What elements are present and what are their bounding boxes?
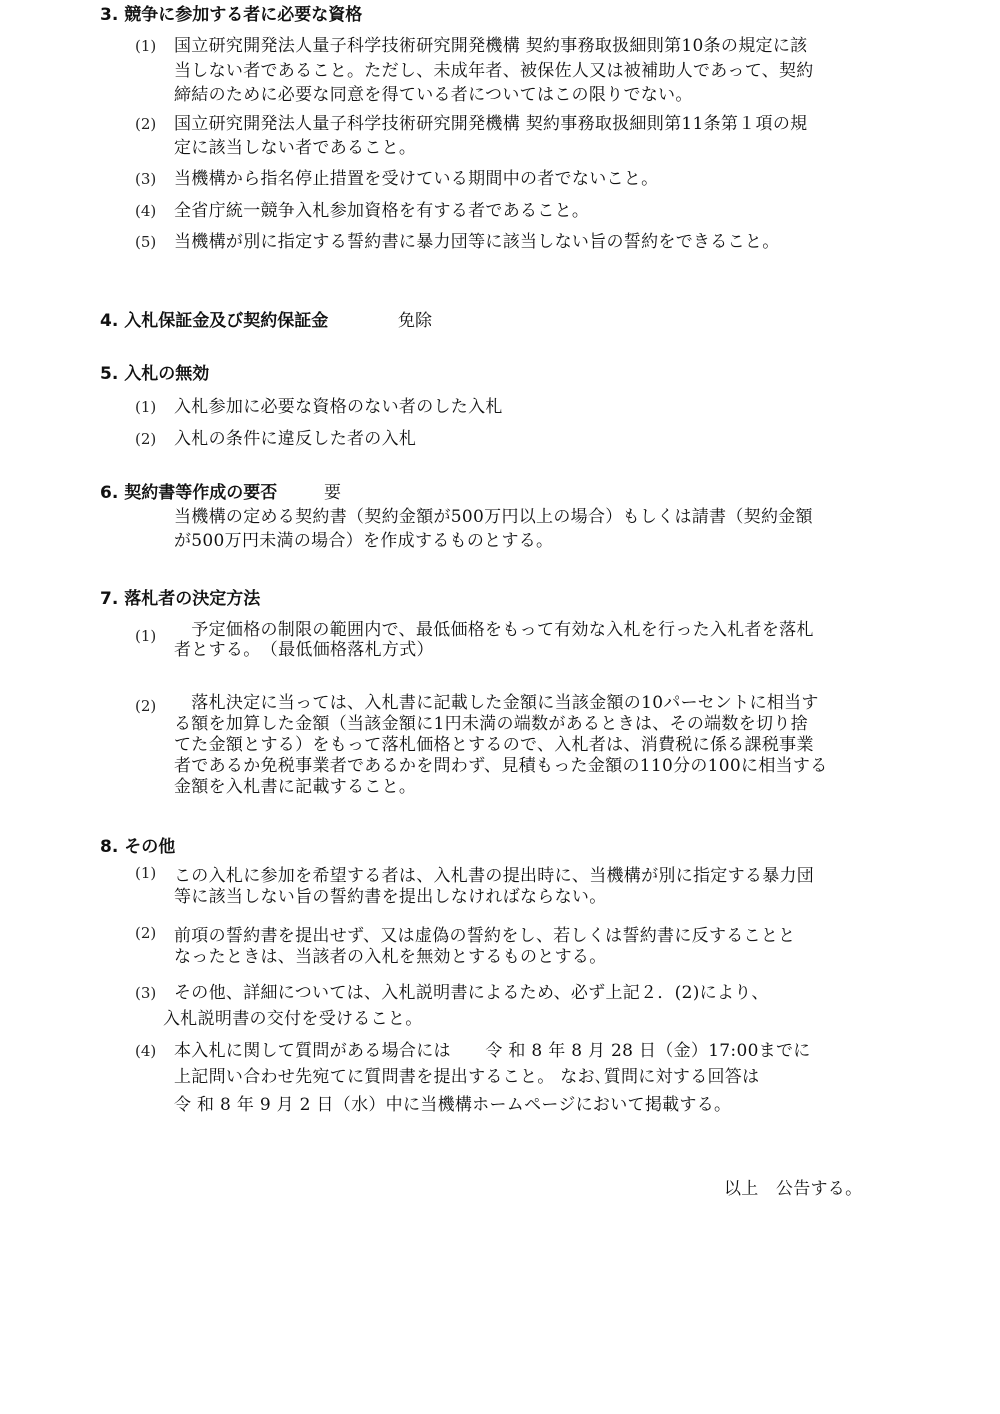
item-number: (4): [135, 202, 157, 220]
text-line: 入札説明書の交付を受けること。: [163, 1009, 423, 1029]
text-line: 入札参加に必要な資格のない者のした入札: [174, 397, 503, 417]
section-4-heading: 4. 入札保証金及び契約保証金: [100, 311, 329, 331]
item-number: (2): [135, 697, 157, 715]
item-number: (2): [135, 924, 157, 942]
text-line: 入札の条件に違反した者の入札: [174, 429, 417, 449]
item-number: (3): [135, 170, 157, 188]
item-number: (1): [135, 398, 157, 416]
section-4-value: 免除: [398, 311, 432, 331]
section-8-heading: 8. その他: [100, 837, 176, 857]
text-line: 定に該当しない者であること。: [174, 138, 417, 158]
text-line: 等に該当しない旨の誓約書を提出しなければならない。: [174, 887, 607, 907]
text-line: 上記問い合わせ先宛てに質問書を提出すること。 なお､質問に対する回答は: [174, 1067, 760, 1087]
section-6-heading: 6. 契約書等作成の要否: [100, 483, 278, 503]
text-line: 金額を入札書に記載すること。: [174, 777, 417, 797]
closing-text: 以上 公告する。: [724, 1179, 863, 1199]
text-line: 締結のために必要な同意を得ている者についてはこの限りでない。: [174, 85, 693, 105]
text-line: その他、詳細については、入札説明書によるため、必ず上記２．(2)により、: [174, 983, 769, 1003]
text-line: なったときは、当該者の入札を無効とするものとする。: [174, 947, 607, 967]
text-line: 者とする。 （最低価格落札方式）: [174, 640, 434, 660]
item-number: (2): [135, 430, 157, 448]
text-line: てた金額とする）をもって落札価格とするので、入札者は、消費税に係る課税事業: [174, 735, 814, 755]
section-7-heading: 7. 落札者の決定方法: [100, 589, 261, 609]
section-3-heading: 3. 競争に参加する者に必要な資格: [100, 5, 363, 25]
text-line: る額を加算した金額（当該金額に1円未満の端数があるときは、その端数を切り捨: [174, 714, 808, 734]
text-line: 者であるか免税事業者であるかを問わず、見積もった金額の110分の100に相当する: [174, 756, 828, 776]
item-number: (1): [135, 627, 157, 645]
text-line: 全省庁統一競争入札参加資格を有する者であること。: [174, 201, 590, 221]
text-line: 令 和 8 年 9 月 2 日（水）中に当機構ホームページにおいて掲載する。: [174, 1095, 732, 1115]
text-line: 落札決定に当っては、入札書に記載した金額に当該金額の10パーセントに相当す: [174, 693, 819, 713]
item-number: (2): [135, 115, 157, 133]
text-line: が500万円未満の場合）を作成するものとする。: [174, 531, 554, 551]
text-line: 当機構が別に指定する誓約書に暴力団等に該当しない旨の誓約をできること。: [174, 232, 780, 252]
section-5-heading: 5. 入札の無効: [100, 364, 210, 384]
text-line: 前項の誓約書を提出せず、又は虚偽の誓約をし、若しくは誓約書に反することと: [174, 926, 796, 946]
item-number: (3): [135, 984, 157, 1002]
item-number: (4): [135, 1042, 157, 1060]
item-number: (1): [135, 37, 157, 55]
text-line: この入札に参加を希望する者は、入札書の提出時に、当機構が別に指定する暴力団: [174, 866, 815, 886]
text-line: 国立研究開発法人量子科学技術研究開発機構 契約事務取扱細則第10条の規定に該: [174, 36, 808, 56]
text-line: 国立研究開発法人量子科学技術研究開発機構 契約事務取扱細則第11条第１項の規: [174, 114, 808, 134]
text-line: 当機構の定める契約書（契約金額が500万円以上の場合）もしくは請書（契約金額: [174, 507, 813, 527]
item-number: (1): [135, 864, 157, 882]
text-line: 当しない者であること。ただし、未成年者、被保佐人又は被補助人であって、契約: [174, 61, 814, 81]
text-line: 当機構から指名停止措置を受けている期間中の者でないこと。: [174, 169, 659, 189]
section-6-value: 要: [324, 483, 341, 503]
text-line: 予定価格の制限の範囲内で、最低価格をもって有効な入札を行った入札者を落札: [174, 620, 814, 640]
item-number: (5): [135, 233, 157, 251]
text-line: 本入札に関して質問がある場合には 令 和 8 年 8 月 28 日（金）17:00までに: [174, 1041, 811, 1061]
